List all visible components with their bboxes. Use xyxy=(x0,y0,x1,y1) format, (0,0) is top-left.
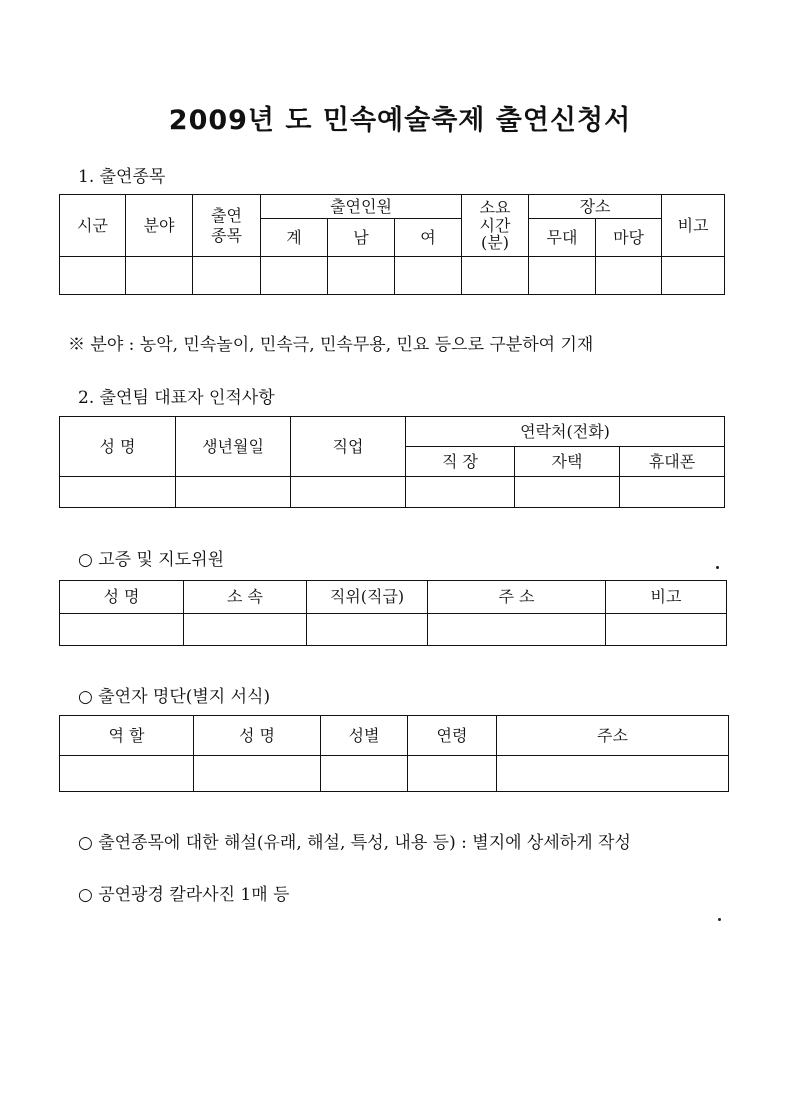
header-address: 주소 xyxy=(497,716,729,756)
header-total: 계 xyxy=(261,219,328,257)
field-note: ※ 분야 : 농악, 민속놀이, 민속극, 민속무용, 민요 등으로 구분하여 기재 xyxy=(68,335,594,355)
scan-speck xyxy=(718,918,721,921)
header-name: 성 명 xyxy=(60,417,176,477)
header-time xyxy=(462,195,529,257)
header-job: 직업 xyxy=(291,417,406,477)
commentary-note: ○ 출연종목에 대한 해설(유래, 해설, 특성, 내용 등) : 별지에 상세하게 작성 xyxy=(78,833,631,853)
input-cell[interactable] xyxy=(261,257,328,295)
input-cell[interactable] xyxy=(176,477,291,508)
input-cell[interactable] xyxy=(60,477,176,508)
input-cell[interactable] xyxy=(291,477,406,508)
header-sigun: 시군 xyxy=(60,195,126,257)
header-stage: 무대 xyxy=(529,219,596,257)
header-contact: 연락처(전화) xyxy=(406,417,725,447)
section4-heading: ○ 출연자 명단(별지 서식) xyxy=(78,687,271,707)
header-female: 여 xyxy=(395,219,462,257)
photo-note: ○ 공연광경 칼라사진 1매 등 xyxy=(78,885,290,905)
scan-speck xyxy=(716,566,719,569)
input-cell[interactable] xyxy=(307,614,428,646)
input-cell[interactable] xyxy=(193,257,261,295)
input-cell[interactable] xyxy=(60,756,194,792)
table-row xyxy=(60,257,725,295)
input-cell[interactable] xyxy=(60,614,184,646)
header-item-line1: 출연 xyxy=(211,205,242,225)
input-cell[interactable] xyxy=(184,614,307,646)
header-remarks: 비고 xyxy=(606,581,727,614)
header-time-line1: 소요 xyxy=(479,198,511,218)
performance-item-table xyxy=(59,194,725,295)
representative-table xyxy=(59,416,725,508)
section1-heading: 1. 출연종목 xyxy=(78,167,166,187)
header-home-phone: 자택 xyxy=(515,447,620,477)
header-name: 성 명 xyxy=(194,716,321,756)
input-cell[interactable] xyxy=(662,257,725,295)
advisor-table xyxy=(59,580,727,646)
input-cell[interactable] xyxy=(620,477,725,508)
table-row xyxy=(60,477,725,508)
input-cell[interactable] xyxy=(194,756,321,792)
input-cell[interactable] xyxy=(428,614,606,646)
header-venue: 장소 xyxy=(529,195,662,219)
input-cell[interactable] xyxy=(462,257,529,295)
header-male: 남 xyxy=(328,219,395,257)
header-time-line3: (분) xyxy=(481,233,509,253)
header-yard: 마당 xyxy=(596,219,662,257)
section3-heading: ○ 고증 및 지도위원 xyxy=(78,550,224,570)
input-cell[interactable] xyxy=(126,257,193,295)
header-gender: 성별 xyxy=(321,716,408,756)
input-cell[interactable] xyxy=(497,756,729,792)
input-cell[interactable] xyxy=(328,257,395,295)
input-cell[interactable] xyxy=(60,257,126,295)
header-time-line2: 시간 xyxy=(479,215,511,235)
input-cell[interactable] xyxy=(596,257,662,295)
header-field: 분야 xyxy=(126,195,193,257)
header-work-phone: 직 장 xyxy=(406,447,515,477)
header-position: 직위(직급) xyxy=(307,581,428,614)
performer-list-table xyxy=(59,715,729,792)
table-row xyxy=(60,756,729,792)
input-cell[interactable] xyxy=(395,257,462,295)
header-address: 주 소 xyxy=(428,581,606,614)
input-cell[interactable] xyxy=(406,477,515,508)
header-name: 성 명 xyxy=(60,581,184,614)
header-birth: 생년월일 xyxy=(176,417,291,477)
section2-heading: 2. 출연팀 대표자 인적사항 xyxy=(78,388,275,408)
header-age: 연령 xyxy=(408,716,497,756)
page-title: 2009년 도 민속예술축제 출연신청서 xyxy=(168,105,632,136)
input-cell[interactable] xyxy=(408,756,497,792)
input-cell[interactable] xyxy=(606,614,727,646)
input-cell[interactable] xyxy=(321,756,408,792)
header-item-line2: 종목 xyxy=(211,225,242,245)
input-cell[interactable] xyxy=(529,257,596,295)
header-role: 역 할 xyxy=(60,716,194,756)
header-mobile-phone: 휴대폰 xyxy=(620,447,725,477)
table-row xyxy=(60,614,727,646)
header-item xyxy=(193,195,261,257)
header-personnel: 출연인원 xyxy=(261,195,462,219)
header-remarks: 비고 xyxy=(662,195,725,257)
input-cell[interactable] xyxy=(515,477,620,508)
header-affiliation: 소 속 xyxy=(184,581,307,614)
